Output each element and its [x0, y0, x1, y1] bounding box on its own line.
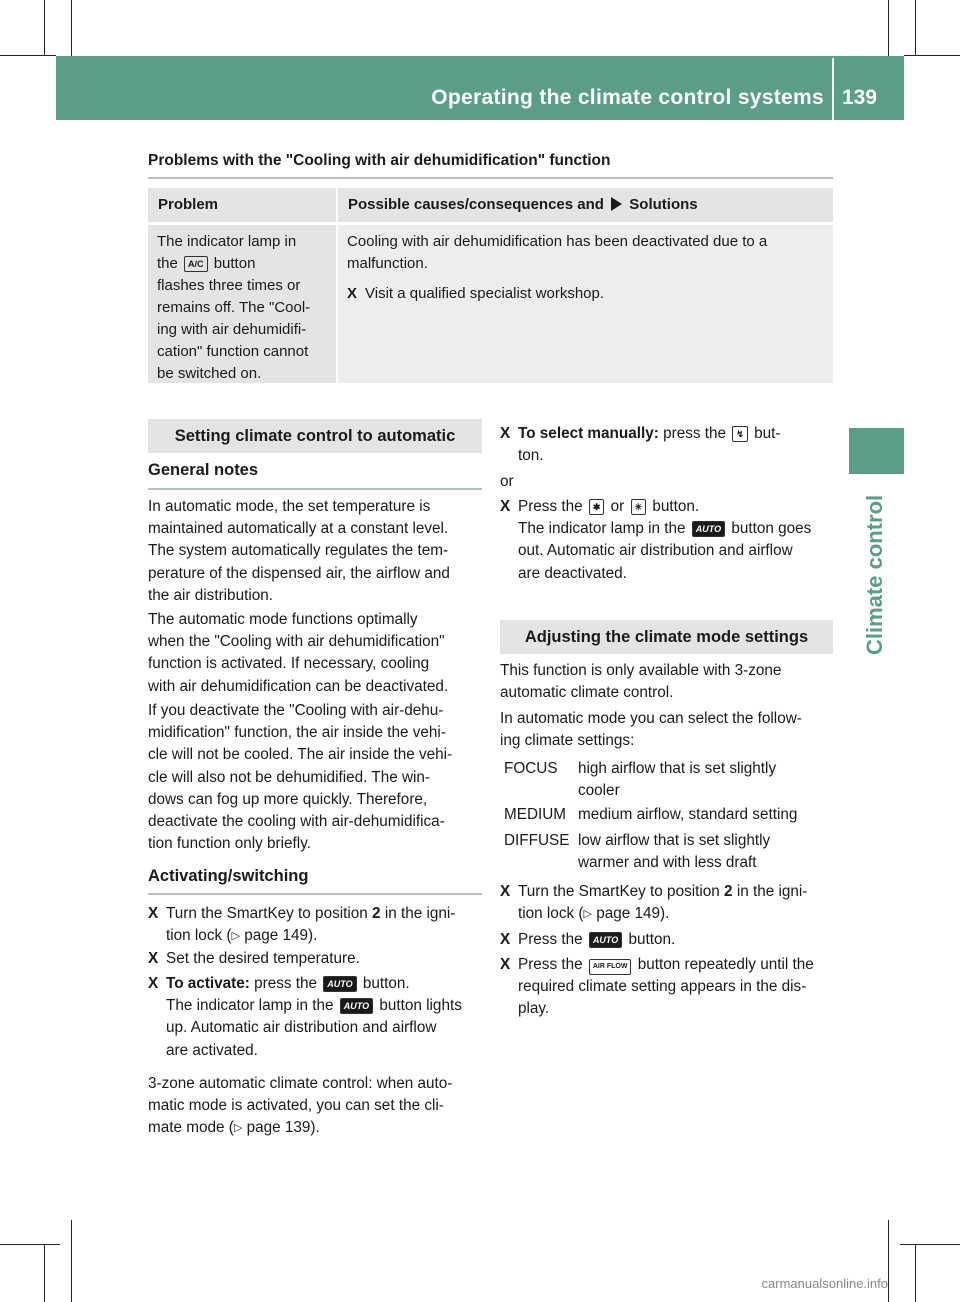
- page-ref-arrow-icon: ▷: [583, 908, 592, 921]
- solution-cell: [338, 225, 833, 383]
- header-divider: [832, 58, 834, 120]
- step-marker-icon: X: [148, 975, 159, 992]
- watermark: carmanualsonline.info: [761, 1276, 888, 1291]
- subheading-general-notes: General notes: [148, 461, 259, 479]
- auto-button-icon: AUTO: [323, 976, 356, 992]
- auto-button-icon: AUTO: [589, 932, 622, 948]
- crop-mark: [44, 1244, 45, 1302]
- table-top-rule: [148, 177, 833, 179]
- crop-mark: [888, 1220, 889, 1302]
- step-marker-icon: X: [500, 883, 511, 900]
- header-label: Solutions: [629, 196, 698, 213]
- step-marker-icon: X: [500, 498, 511, 515]
- step-item: X To select manually: press the ↯ but- ton.: [500, 425, 781, 465]
- step-marker-icon: X: [500, 425, 511, 442]
- page-number: 139: [842, 86, 878, 109]
- table-heading: Problems with the "Cooling with air dehumidification" function: [148, 152, 611, 169]
- def-term: MEDIUM: [504, 806, 567, 823]
- problem-line: the A/C button: [157, 255, 256, 272]
- problem-line: The indicator lamp in: [157, 233, 297, 250]
- header-label: Possible causes/consequences and: [348, 196, 604, 213]
- problem-cell: [148, 225, 336, 383]
- def-term: FOCUS: [504, 760, 558, 777]
- crop-mark: [915, 0, 916, 56]
- crop-mark: [915, 1244, 916, 1302]
- auto-button-icon: AUTO: [692, 521, 725, 537]
- subheading-rule: [148, 893, 482, 895]
- header-label: Problem: [158, 196, 219, 213]
- section-heading-automatic: Setting climate control to automatic: [148, 419, 482, 453]
- subheading-rule: [148, 488, 482, 490]
- auto-button-icon: AUTO: [340, 998, 373, 1014]
- cause-line: malfunction.: [347, 255, 428, 272]
- def-desc: low airflow that is set slightly warmer and with less draft: [578, 832, 771, 872]
- step-item: X Turn the SmartKey to position 2 in the igni- tion lock (▷ page 149).: [148, 905, 456, 945]
- table-header-problem: [148, 188, 336, 222]
- manual-airflow-button-icon: ↯: [732, 426, 748, 442]
- step-item: X Set the desired temperature.: [148, 948, 488, 970]
- step-item: X To activate: press the AUTO button. The indicator lamp in the AUTO button lights up. Automatic air distribution and airflow are activated.: [148, 975, 462, 1059]
- paragraph: 3-zone automatic climate control: when auto- matic mode is activated, you can set the cli- mate mode (▷ page 139).: [148, 1075, 453, 1137]
- cause-line: Cooling with air dehumidification has been deactivated due to a: [347, 233, 768, 250]
- def-desc: high airflow that is set slightly cooler: [578, 760, 777, 800]
- paragraph: In automatic mode you can select the follow- ing climate settings:: [500, 710, 802, 750]
- table-header-solutions: [338, 188, 833, 222]
- step-marker-icon: X: [500, 931, 511, 948]
- section-heading-climate-mode: Adjusting the climate mode settings: [500, 620, 833, 654]
- ac-button-icon: A/C: [184, 256, 208, 272]
- def-term: DIFFUSE: [504, 832, 570, 849]
- problem-line: cation" function cannot: [157, 343, 309, 360]
- crop-mark: [900, 1244, 960, 1245]
- problem-line: flashes three times or: [157, 277, 301, 294]
- side-tab-label: Climate control: [862, 494, 887, 655]
- paragraph: In automatic mode, the set temperature is maintained automatically at a constant level. The system automatically regulates the tem- perature of the dispensed air, the airflow and the air distribution.: [148, 498, 450, 604]
- page-link[interactable]: page 139).: [246, 1119, 320, 1137]
- step-marker-icon: X: [148, 905, 159, 922]
- step-item: X Turn the SmartKey to position 2 in the igni- tion lock (▷ page 149).: [500, 883, 808, 923]
- solution-step: X Visit a qualified specialist workshop.: [347, 283, 824, 305]
- step-item: X Press the AUTO button.: [500, 929, 835, 951]
- page-title: Operating the climate control systems: [431, 86, 824, 109]
- airflow-increase-icon: ✱: [589, 499, 605, 515]
- problem-line: be switched on.: [157, 365, 262, 382]
- side-tab-marker: [849, 428, 904, 474]
- page-link[interactable]: page 149).: [244, 927, 318, 945]
- paragraph: If you deactivate the "Cooling with air-dehu- midification" function, the air inside the vehi- cle will not be cooled. The air inside the vehi- cle will also not be dehumidified. The win- dows can fog up more quickly. Therefore, deactivate the cooling with air-dehumidifica- tion function only briefly.: [148, 702, 453, 853]
- crop-mark: [0, 1244, 60, 1245]
- step-item: X Press the ✱ or ✳ button. The indicator lamp in the AUTO button goes out. Automatic air distribution and airflow are deactivated.: [500, 498, 812, 582]
- paragraph: This function is only available with 3-zone automatic climate control.: [500, 662, 782, 702]
- or-text: or: [500, 473, 514, 490]
- crop-mark: [71, 1220, 72, 1302]
- subheading-activating: Activating/switching: [148, 867, 309, 885]
- air-flow-button-icon: AIR FLOW: [589, 959, 632, 975]
- page-ref-arrow-icon: ▷: [231, 930, 240, 943]
- airflow-decrease-icon: ✳: [631, 499, 647, 515]
- paragraph: The automatic mode functions optimally when the "Cooling with air dehumidification" function is activated. If necessary, cooling with air dehumidification can be deactivated.: [148, 611, 449, 695]
- step-marker-icon: X: [148, 950, 159, 967]
- crop-mark: [44, 0, 45, 56]
- crop-mark: [0, 55, 56, 56]
- problem-line: ing with air dehumidifi-: [157, 321, 307, 338]
- problem-line: remains off. The "Cool-: [157, 299, 311, 316]
- crop-mark: [904, 55, 960, 56]
- step-marker-icon: X: [347, 285, 358, 302]
- def-desc: medium airflow, standard setting: [578, 806, 798, 823]
- page-ref-arrow-icon: ▷: [233, 1122, 243, 1135]
- step-marker-icon: X: [500, 956, 511, 973]
- step-item: X Press the AIR FLOW button repeatedly until the required climate setting appears in the dis- play.: [500, 956, 814, 1018]
- page-link[interactable]: page 149).: [596, 905, 670, 923]
- triangle-arrow-icon: [611, 197, 622, 211]
